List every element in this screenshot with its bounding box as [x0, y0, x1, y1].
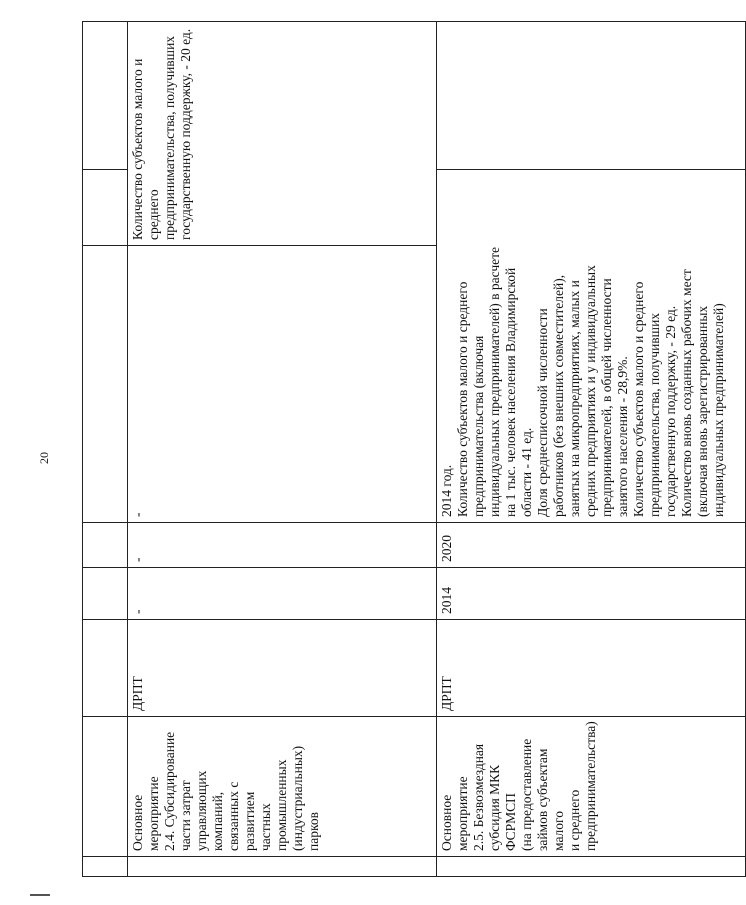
result-cell: Количество субъектов малого и среднего предпринимательства, получивших государственную поддержку, - 20 ед. [128, 22, 437, 246]
empty-cell [83, 568, 128, 620]
empty-cell [83, 857, 128, 877]
baseline-cell: 2014 год. Количество субъектов малого и среднего предпринимательства (включая индивидуальных предпринимателей) в расчете на 1 тыс. человек населения Владимирской области - 41 ед. Доля среднесписочной численности работников (без внешних совместителей), занятых на микропредприятиях, малых и средних предприятиях и у индивидуальных предпринимателей, в общей численности занятого населения - 28,9%. Количество субъектов малого и среднего предпринимательства, получивших государственную поддержку, - 29 ед. Количество вновь созданных рабочих мест (включая вновь зарегистрированных индивидуальных предпринимателей) [437, 170, 746, 523]
table-row [437, 22, 746, 877]
empty-cell [128, 857, 437, 877]
measure-cell: Основное мероприятие 2.5. Безвозмездная субсидия МКК ФСРМСП (на предоставление займов субъектам малого и среднего предпринимательства) [437, 717, 746, 857]
executor-cell: ДРПТ [128, 620, 437, 717]
scan-mark [30, 894, 50, 896]
baseline-cell: - [128, 246, 437, 523]
result-cell [437, 22, 746, 170]
page-number: 20 [37, 452, 51, 464]
rotated-table-container [82, 22, 726, 877]
start-year-cell: - [128, 568, 437, 620]
end-year-cell: 2020 [437, 523, 746, 568]
executor-cell: ДРПТ [437, 620, 746, 717]
start-year-cell: 2014 [437, 568, 746, 620]
empty-cell [83, 523, 128, 568]
program-measures-table [82, 21, 746, 877]
empty-cell [83, 620, 128, 717]
empty-cell [83, 246, 128, 523]
table-row [128, 22, 437, 877]
measure-cell: Основное мероприятие 2.4. Субсидирование части затрат управляющих компаний, связанных с развитием частных промышленных (индустриальных) парков [128, 717, 437, 857]
empty-cell [437, 857, 746, 877]
end-year-cell: - [128, 523, 437, 568]
empty-cell [83, 22, 128, 170]
empty-cell [83, 170, 128, 246]
empty-cell [83, 717, 128, 857]
table-header-stub-row [83, 22, 128, 877]
